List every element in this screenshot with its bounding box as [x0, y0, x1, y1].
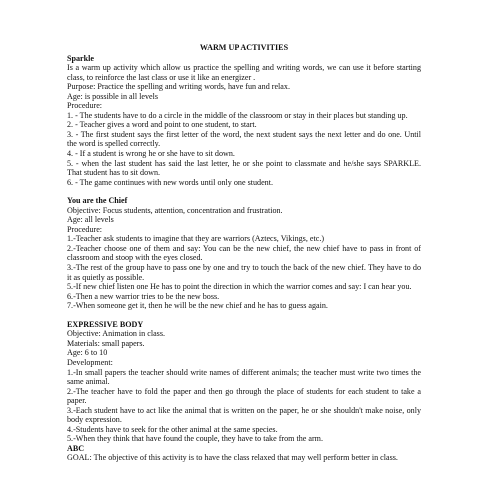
paragraph: 6. - The game continues with new words until only one student.: [67, 177, 273, 187]
paragraph: 2.-Teacher choose one of them and say: You can be the new chief, the new chief have to pass in front of classroom and stoop with the eyes closed.: [67, 243, 421, 263]
paragraph: 2.-The teacher have to fold the paper and then go through the place of students for each student to take a paper.: [67, 386, 421, 406]
section-you-are-the-chief: [67, 196, 421, 311]
paragraph: Age: is possible in all levels: [67, 91, 159, 101]
paragraph: GOAL: The objective of this activity is to have the class relaxed that may well perform better in class.: [67, 453, 398, 463]
paragraph: 5.-If new chief listen one He has to point the direction in which the warrior comes and say: I can hear you.: [67, 282, 412, 292]
paragraph: Procedure:: [67, 224, 103, 234]
paragraph: 5. - when the last student has said the last letter, he or she point to classmate and he/she says SPARKLE. That student has to sit down.: [67, 158, 421, 178]
paragraph: 3.-The rest of the group have to pass one by one and try to touch the back of the new chief. They have to do it as quietly as possible.: [67, 263, 421, 282]
section-heading: You are the Chief: [67, 196, 128, 206]
section-heading: EXPRESSIVE BODY: [67, 319, 144, 329]
document-title: WARM UP ACTIVITIES: [199, 43, 289, 52]
paragraph: Procedure:: [67, 101, 103, 111]
paragraph: Purpose: Practice the spelling and writing words, have fun and relax.: [67, 82, 290, 92]
paragraph: Objective: Animation in class.: [67, 329, 166, 339]
paragraph: Development:: [67, 357, 113, 367]
paragraph: Age: 6 to 10: [67, 348, 108, 358]
paragraph: Age: all levels: [67, 215, 114, 225]
section-expressive-body: [67, 320, 421, 444]
section-heading: Sparkle: [67, 53, 94, 63]
paragraph: 1.-In small papers the teacher should write names of different animals; the teacher must write two times the same animal.: [67, 367, 421, 387]
paragraph: Is a warm up activity which allow us practice the spelling and writing words, we can use it before starting class, to reinforce the last class or use it like an energizer .: [67, 63, 421, 82]
paragraph: 7.-When someone get it, then he will be the new chief and he has to guess again.: [67, 301, 328, 311]
paragraph: 4.-Students have to seek for the other animal at the same species.: [67, 424, 278, 434]
paragraph: Materials: small papers.: [67, 338, 145, 348]
paragraph: 2. - Teacher gives a word and point to one student, to start.: [67, 120, 257, 130]
paragraph: 5.-When they think that have found the couple, they have to take from the arm.: [67, 434, 323, 444]
document-page: [67, 43, 421, 463]
paragraph: Objective: Focus students, attention, concentration and frustration.: [67, 205, 283, 215]
paragraph: 3.-Each student have to act like the animal that is written on the paper, he or she shouldn't make noise, only body expression.: [67, 405, 421, 425]
paragraph: 1.-Teacher ask students to imagine that they are warriors (Aztecs, Vikings, etc.): [67, 234, 325, 244]
paragraph: 4. - If a student is wrong he or she have to sit down.: [67, 149, 235, 159]
paragraph: 3. - The first student says the first letter of the word, the next student says the next letter and do one. Until the word is spelled correctly.: [67, 129, 421, 149]
paragraph: 1. - The students have to do a circle in the middle of the classroom or stay in their places but standing up.: [67, 110, 408, 120]
section-abc: [67, 444, 421, 463]
paragraph: 6.-Then a new warrior tries to be the new boss.: [67, 291, 220, 301]
section-sparkle: [67, 54, 421, 188]
section-heading: ABC: [67, 443, 85, 453]
